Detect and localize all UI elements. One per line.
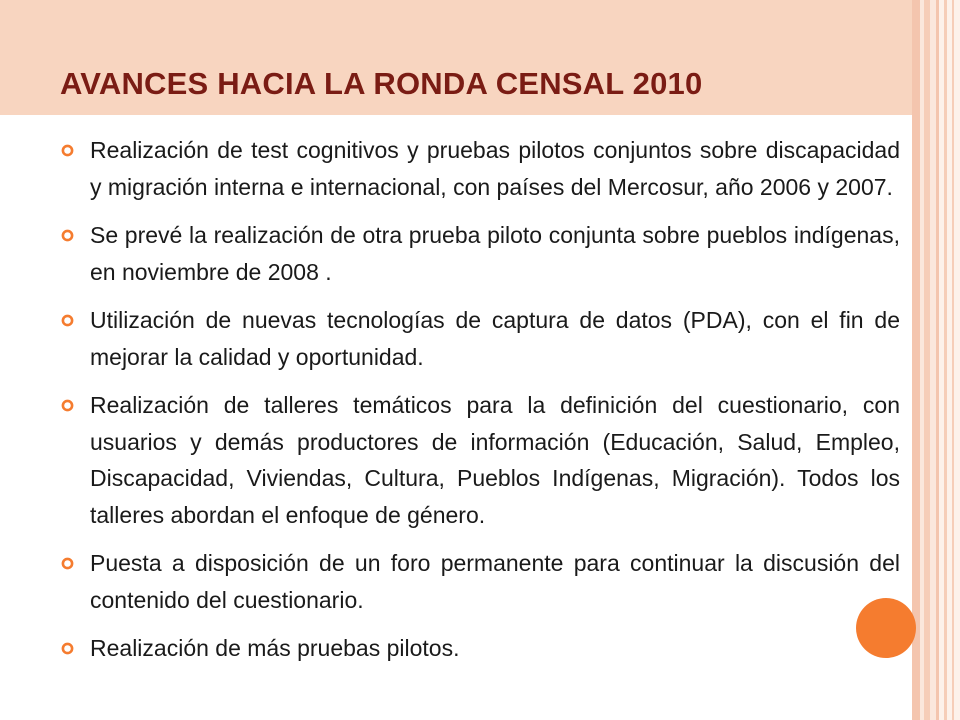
bullet-text: Utilización de nuevas tecnologías de captura de datos (PDA), con el fin de mejorar la calidad y oportunidad. [90,307,900,370]
open-circle-bullet-icon [61,557,74,570]
open-circle-bullet-icon [61,399,74,412]
bullet-text: Puesta a disposición de un foro permanente para continuar la discusión del contenido del cuestionario. [90,550,900,613]
bullet-text: Realización de más pruebas pilotos. [90,635,460,661]
slide-title: AVANCES HACIA LA RONDA CENSAL 2010 [60,66,703,101]
open-circle-bullet-icon [61,144,74,157]
bullet-text: Realización de talleres temáticos para la definición del cuestionario, con usuarios y demás productores de información (Educación, Salud, Empleo, Discapacidad, Viviendas, Cultura, Pueblos Indígenas, Migración). Todos los talleres abordan el enfoque de género. [90,392,900,528]
decorative-stripe [952,0,954,720]
bullet-text: Se prevé la realización de otra prueba piloto conjunta sobre pueblos indígenas, en noviembre de 2008 . [90,222,900,285]
accent-circle [856,598,916,658]
decorative-stripe [944,0,947,720]
bullet-list [56,132,900,679]
bullet-item [56,302,900,375]
open-circle-bullet-icon [61,314,74,327]
bullet-item [56,630,900,667]
open-circle-bullet-icon [61,642,74,655]
bullet-text: Realización de test cognitivos y pruebas pilotos conjuntos sobre discapacidad y migración interna e internacional, con países del Mercosur, año 2006 y 2007. [90,137,900,200]
bullet-item [56,217,900,290]
decorative-stripe [939,0,960,720]
decorative-stripe [912,0,920,720]
bullet-item [56,545,900,618]
open-circle-bullet-icon [61,229,74,242]
bullet-item [56,132,900,205]
bullet-item [56,387,900,533]
